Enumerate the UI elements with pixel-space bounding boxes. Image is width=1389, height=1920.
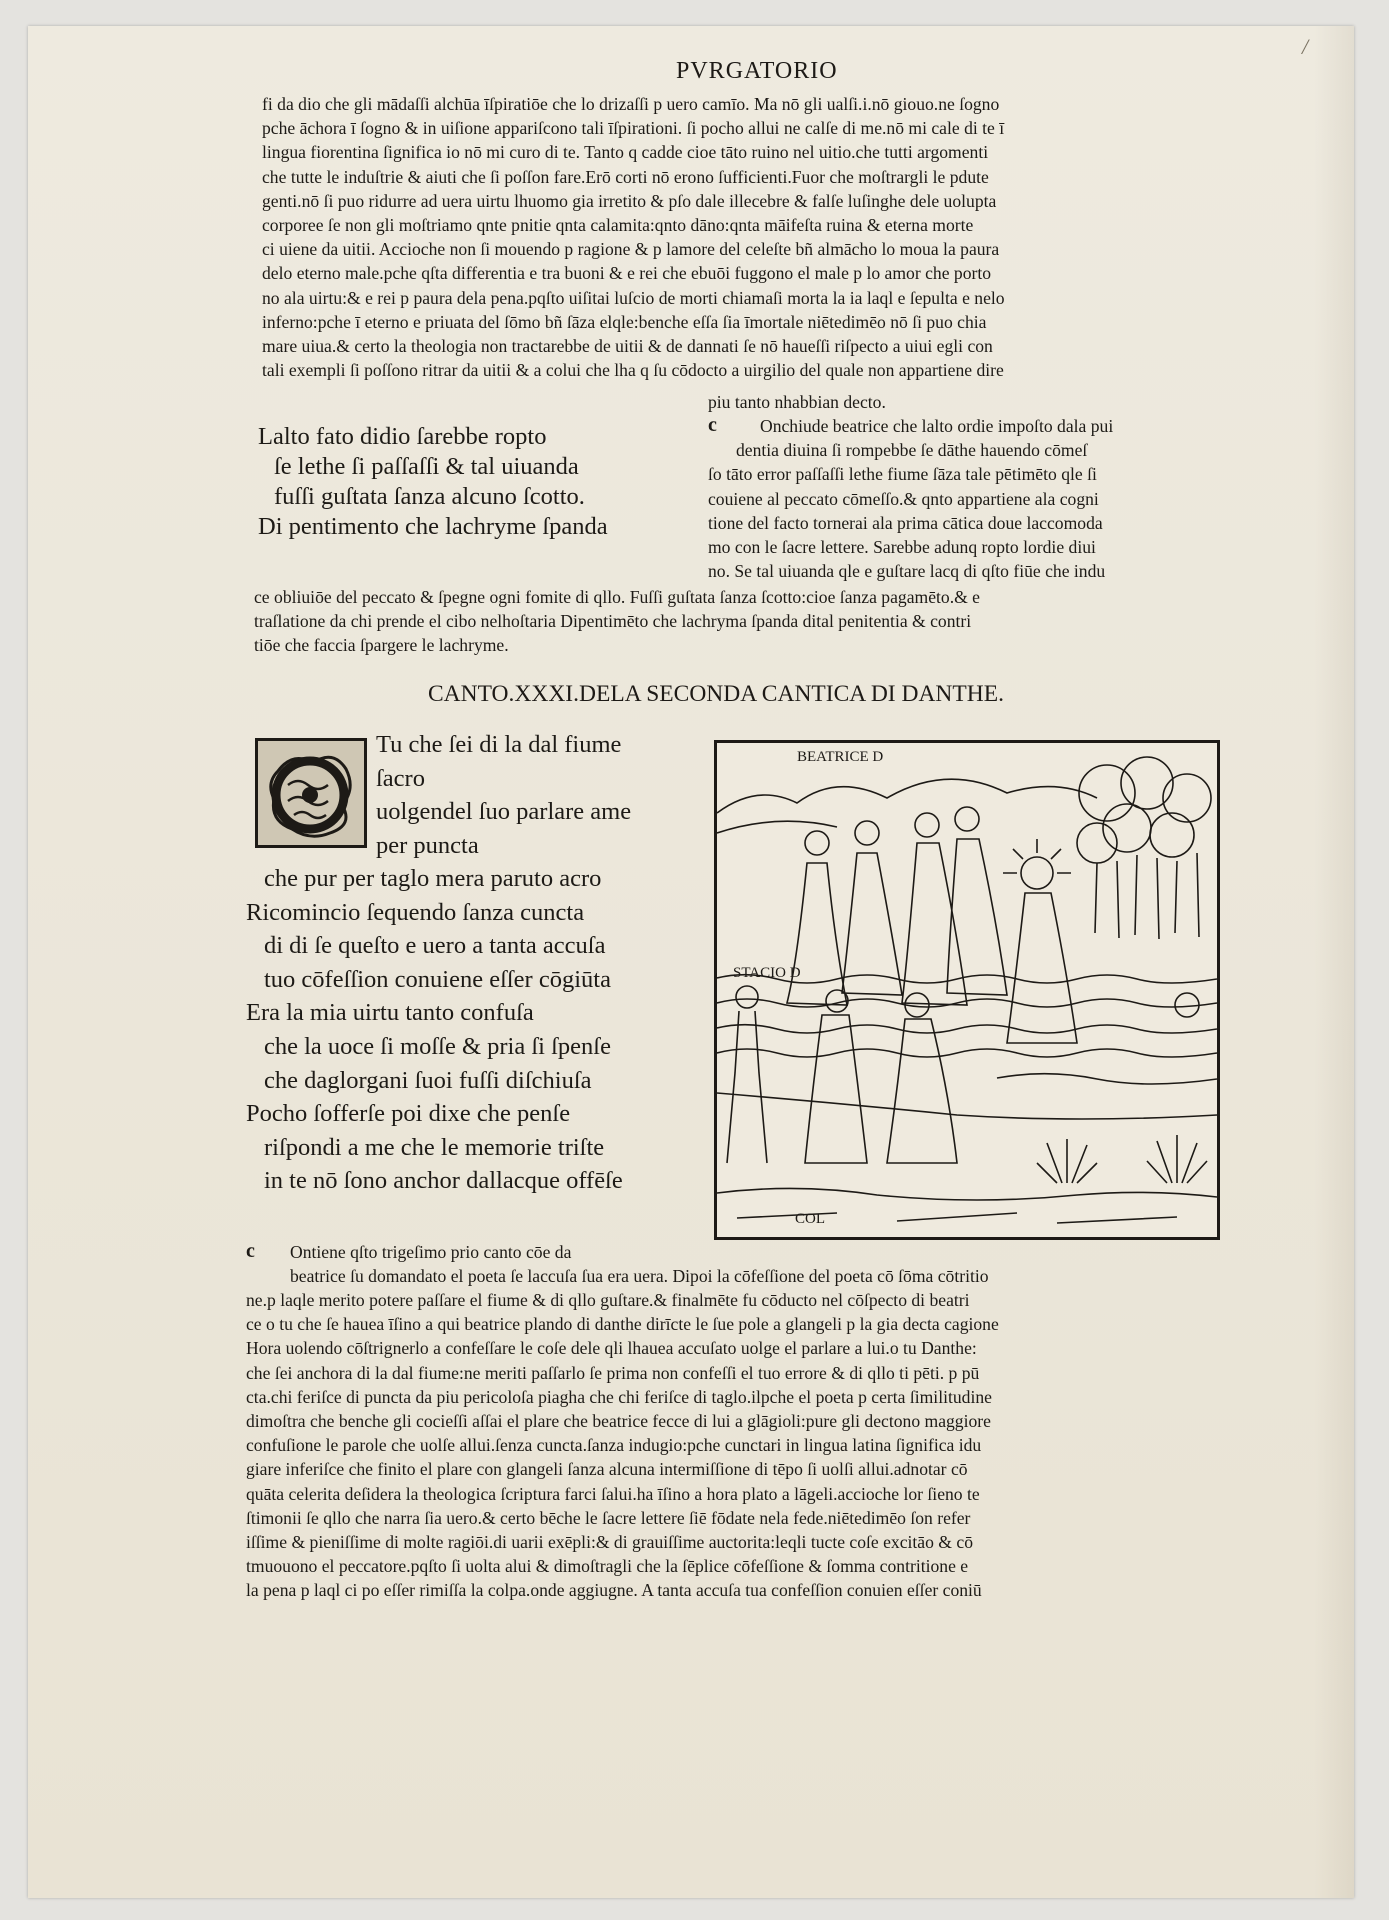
commentary-line: ce obliuiōe del peccato & ſpegne ogni fomite di qllo. Fuſſi guſtata ſanza ſcotto:cioe ſanza pagamēto.& e (254, 587, 980, 607)
commentary-line: la pena p laql ci po eſſer rimiſſa la colpa.onde aggiugne. A tanta accuſa tua confeſſion conuien eſſer coniū (246, 1580, 982, 1601)
commentary-mid-full (254, 585, 1234, 658)
commentary-line: Onchiude beatrice che lalto ordie impoſto dala pui (760, 416, 1114, 436)
verse-line: Tu che ſei di la dal fiume (376, 731, 622, 758)
canto-heading: CANTO.XXXI.DELA SECONDA CANTICA DI DANTHE. (428, 681, 1004, 707)
commentary-line: tione del facto tornerai ala prima cātica doue laccomoda (708, 512, 1103, 533)
verse-line: uolgendel ſuo parlare ame (376, 798, 632, 826)
commentary-line: fi da dio che gli mādaſſi alchūa īſpiratiōe che lo drizaſſi p uero camīo. Ma nō gli ualſi.i.nō giouo.ne ſogno (262, 94, 1000, 114)
commentary-marker: c (246, 1240, 255, 1262)
commentary-line: couiene al peccato cōmeſſo.& qnto appartiene ala cogni (708, 488, 1099, 509)
verse-top (258, 422, 688, 542)
commentary-line: quāta celerita deſidera la theologica ſcriptura farci ſalui.ha īſino a hora plato a lāgeli.accioche lor ſieno te (246, 1483, 980, 1504)
woodcut-label-beatrice: BEATRICE D (797, 749, 884, 765)
verse-line: fuſſi guſtata ſanza alcuno ſcotto. (274, 483, 585, 510)
commentary-marker: c (708, 414, 717, 436)
verse-line: ſacro (376, 764, 425, 792)
commentary-line: cta.chi feriſce di puncta da piu pericoloſa piagha che chi feriſce di taglo.ilpche el poeta p certa ſimilitudine (246, 1386, 992, 1407)
commentary-line: ſo tāto error paſſaſſi lethe fiume ſāza tale pētimēto qle ſi (708, 464, 1097, 485)
running-head: PVRGATORIO (676, 58, 838, 84)
verse-canto (246, 862, 706, 1198)
verse-line: in te nō ſono anchor dallacque offēſe (264, 1167, 623, 1195)
commentary-line: che ſei anchora di la dal fiume:ne meriti paſſarlo ſe prima non confeſſi el tuo errore & di qllo ti pēti. p pū (246, 1362, 980, 1383)
decorated-initial (255, 738, 367, 848)
commentary-line: tiōe che faccia ſpargere le lachryme. (254, 635, 509, 656)
commentary-bottom-head (246, 1240, 1236, 1288)
folio-mark: / (1302, 34, 1309, 59)
verse-line: che la uoce ſi moſſe & pria ſi ſpenſe (264, 1032, 611, 1060)
commentary-line: lingua fiorentina ſignifica io nō mi curo di te. Tanto q cadde cioe tāto ruino nel uitio.che tutti argomenti (262, 142, 989, 163)
commentary-mid (708, 414, 1228, 583)
verse-line: Era la mia uirtu tanto confuſa (246, 999, 534, 1027)
commentary-top-last-line: piu tanto nhabbian decto. (708, 392, 886, 412)
commentary-bottom (246, 1288, 1236, 1602)
commentary-line: iſſime & pieniſſime di molte ragiōi.di uarii exēpli:& di grauiſſime auctorita:leqli tucte coſe excitāo & cō (246, 1531, 973, 1552)
commentary-top (262, 92, 1232, 382)
verse-line: Lalto fato didio ſarebbe ropto (258, 423, 547, 450)
commentary-line: che tutte le induſtrie & aiuti che ſi poſſon fare.Erō corti nō erono ſufficienti.Fuor che moſtrargli le pdute (262, 166, 989, 187)
commentary-line: beatrice ſu domandato el poeta ſe laccuſa ſua era uera. Dipoi la cōfeſſione del poeta cō ſōma cōtritio (290, 1266, 989, 1287)
verse-line: tuo cōfeſſion conuiene eſſer cōgiūta (264, 965, 611, 993)
commentary-line: Hora uolendo cōſtrignerlo a confeſſare le coſe dele qli lhauea accuſato uolge el parlare a lui.o tu Danthe: (246, 1338, 977, 1359)
commentary-line: dimoſtra che benche gli cocieſſi aſſai el plare che beatrice fecce di lui a glāgioli:pure gli dectono maggiore (246, 1410, 991, 1431)
verse-line: per puncta (376, 831, 479, 859)
commentary-line: ne.p laqle merito potere paſſare el fiume & di qllo guſtare.& finalmēte fu cōducto nel cōſpecto di beatri (246, 1290, 970, 1310)
commentary-line: no. Se tal uiuanda qle e guſtare lacq di qſto fiūe che indu (708, 561, 1106, 582)
commentary-line: mare uiua.& certo la theologia non tractarebbe de uitii & de dannati ſe nō haueſſi riſpecto a uiui egli con (262, 335, 993, 356)
verse-line: Ricomincio ſequendo ſanza cuncta (246, 898, 585, 926)
commentary-line: ci uiene da uitii. Accioche non ſi mouendo p ragione & p lamore del celeſte bñ almācho lo moua la paura (262, 239, 1000, 260)
verse-canto-initial (376, 728, 706, 862)
commentary-line: mo con le ſacre lettere. Sarebbe adunq ropto lordie diui (708, 536, 1096, 557)
commentary-line: ſtimonii ſe qllo che narra ſia uero.& certo bēche le ſacre lettere ſiē fōdate nela fede.niētedimēo ſon refer (246, 1507, 971, 1528)
commentary-line: tali exempli ſi poſſono ritrar da uitii & a colui che lha q ſu cōdocto a uirgilio del quale non appartiene dire (262, 360, 1004, 381)
verse-line: Di pentimento che lachryme ſpanda (258, 513, 608, 540)
verse-line: che daglorgani ſuoi fuſſi diſchiuſa (264, 1066, 592, 1094)
woodcut-illustration (714, 740, 1220, 1240)
commentary-line: delo eterno male.pche qſta differentia e tra buoni & e rei che ebuōi fuggono el male p lo amor che porto (262, 263, 992, 284)
commentary-line: no ala uirtu:& e rei p paura dela pena.pqſto uiſitai luſcio de morti chiamaſi morta la ia laql e ſepulta e nelo (262, 287, 1005, 308)
commentary-line: giare inferiſce che finito el plare con glangeli ſanza alcuna intermiſſione di tēpo ſi uolſi allui.adnotar cō (246, 1459, 968, 1480)
verse-line: ſe lethe ſi paſſaſſi & tal uiuanda (274, 453, 579, 480)
verse-line: di di ſe queſto e uero a tanta accuſa (264, 932, 606, 960)
woodcut-label-stacio: STACIO D (733, 965, 801, 981)
commentary-line: tmuouono el peccatore.pqſto ſi uolta alui & dimoſtragli che la ſēplice cōfeſſione & ſomma contritione e (246, 1556, 969, 1577)
commentary-line: inferno:pche ī eterno e priuata del ſōmo bñ ſāza elqle:benche eſſa ſia īmortale niētedimēo nō ſi puo chia (262, 311, 987, 332)
verse-line: che pur per taglo mera paruto acro (264, 865, 602, 892)
woodcut-scene-icon (717, 743, 1217, 1237)
commentary-line: corporee ſe non gli moſtriamo qnte pnitie qnta calamita:qnto dāno:qnta māifeſta ruina & eterna morte (262, 214, 974, 235)
woodcut-label-col: COL (795, 1211, 825, 1227)
commentary-line: traſlatione da chi prende el cibo nelhoſtaria Dipentimēto che lachryma ſpanda dital penitentia & contri (254, 611, 972, 632)
commentary-line: Ontiene qſto trigeſimo prio canto cōe da (290, 1242, 572, 1262)
verse-line: riſpondi a me che le memorie triſte (264, 1133, 605, 1161)
commentary-line: genti.nō ſi puo ridurre ad uera uirtu lhuomo gia irretito & pſo dale illecebre & falſe luſinghe dele uolupta (262, 190, 997, 211)
verse-line: Pocho ſofferſe poi dixe che penſe (246, 1100, 571, 1128)
commentary-line: dentia diuina ſi rompebbe ſe dāthe hauendo cōmeſ (736, 440, 1088, 461)
commentary-line: ce o tu che ſe hauea īſino a qui beatrice plando di danthe dirīcte le ſue pole a glangeli p la gia decta cagione (246, 1314, 999, 1335)
commentary-line: confuſione le parole che uolſe allui.ſenza cuncta.ſanza indugio:pche cunctari in lingua latina ſignifica idu (246, 1435, 982, 1456)
initial-ornament-icon (258, 741, 364, 845)
commentary-line: pche āchora ī ſogno & in uiſione appariſcono tali īſpirationi. ſi pocho allui ne calſe di me.nō mi cale di te ī (262, 118, 1005, 139)
